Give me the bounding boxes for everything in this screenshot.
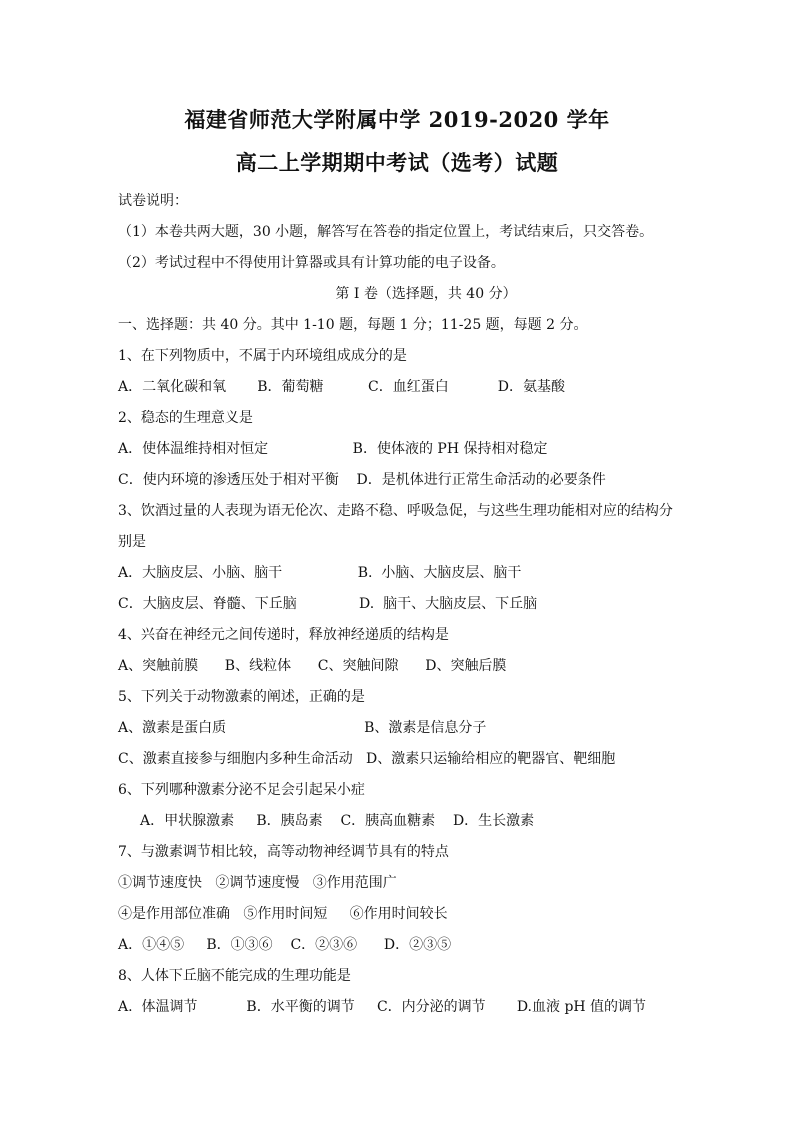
question-1-options: A．二氧化碳和氧 B．葡萄糖 C．血红蛋白 D．氨基酸 [118, 379, 565, 395]
question-7-statements-row1: ①调节速度快 ②调节速度慢 ③作用范围广 [118, 875, 397, 891]
page-title: 福建省师范大学附属中学 2019-2020 学年 [184, 107, 610, 132]
question-7-options: A．①④⑤ B．①③⑥ C．②③⑥ D．②③⑤ [118, 937, 452, 953]
question-5-options-row1: A、激素是蛋白质 B、激素是信息分子 [118, 720, 487, 736]
question-8-stem: 8、人体下丘脑不能完成的生理功能是 [118, 968, 351, 984]
question-4-options: A、突触前膜 B、线粒体 C、突触间隙 D、突触后膜 [118, 658, 507, 674]
question-1-stem: 1、在下列物质中，不属于内环境组成成分的是 [118, 348, 407, 364]
intro-label: 试卷说明： [118, 193, 188, 209]
question-2-options-row2: C．使内环境的渗透压处于相对平衡 D．是机体进行正常生命活动的必要条件 [118, 472, 606, 488]
section-instructions: 一、选择题：共 40 分。其中 1-10 题，每题 1 分；11-25 题，每题 2 分。 [118, 317, 588, 333]
question-3-stem-cont: 别是 [118, 534, 146, 550]
intro-note-1: （1）本卷共两大题，30 小题，解答写在答卷的指定位置上，考试结束后，只交答卷。 [118, 224, 654, 240]
section-heading: 第 I 卷（选择题，共 40 分） [335, 286, 517, 302]
question-8-options: A. 体温调节 B．水平衡的调节 C．内分泌的调节 D.血液 pH 值的调节 [118, 999, 647, 1015]
question-4-stem: 4、兴奋在神经元之间传递时，释放神经递质的结构是 [118, 627, 449, 643]
question-2-stem: 2、稳态的生理意义是 [118, 410, 253, 426]
question-7-stem: 7、与激素调节相比较，高等动物神经调节具有的特点 [118, 844, 449, 860]
question-2-options-row1: A．使体温维持相对恒定 B．使体液的 PH 保持相对稳定 [118, 441, 548, 457]
question-3-options-row1: A．大脑皮层、小脑、脑干 B. 小脑、大脑皮层、脑干 [118, 565, 522, 581]
intro-note-2: （2）考试过程中不得使用计算器或具有计算功能的电子设备。 [118, 255, 505, 271]
question-6-options: A．甲状腺激素 B．胰岛素 C．胰高血糖素 D．生长激素 [140, 813, 535, 829]
question-5-options-row2: C、激素直接参与细胞内多种生命活动 D、激素只运输给相应的靶器官、靶细胞 [118, 751, 616, 767]
question-5-stem: 5、下列关于动物激素的阐述，正确的是 [118, 689, 365, 705]
question-3-options-row2: C．大脑皮层、脊髓、下丘脑 D. 脑干、大脑皮层、下丘脑 [118, 596, 538, 612]
question-7-statements-row2: ④是作用部位准确 ⑤作用时间短 ⑥作用时间较长 [118, 906, 448, 922]
page-subtitle: 高二上学期期中考试（选考）试题 [235, 150, 559, 175]
question-6-stem: 6、下列哪种激素分泌不足会引起呆小症 [118, 782, 365, 798]
exam-body [118, 186, 734, 1023]
question-3-stem: 3、饮酒过量的人表现为语无伦次、走路不稳、呼吸急促，与这些生理功能相对应的结构分 [118, 503, 673, 519]
